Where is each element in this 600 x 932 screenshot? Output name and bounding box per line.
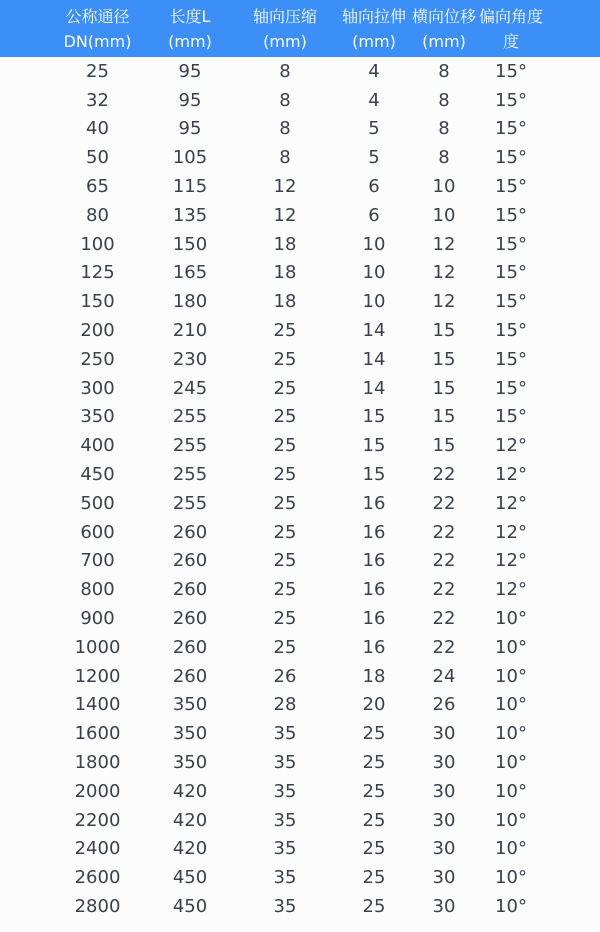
table-row xyxy=(0,806,600,835)
cell: 420 xyxy=(172,780,208,802)
cell: 15° xyxy=(495,89,527,111)
cell: 5 xyxy=(368,118,380,140)
cell: 15 xyxy=(432,435,456,457)
table-row xyxy=(0,374,600,403)
cell: 35 xyxy=(273,896,297,917)
table-row xyxy=(0,345,600,374)
cell: 450 xyxy=(172,867,208,889)
cell: 22 xyxy=(432,608,456,630)
cell: 450 xyxy=(80,464,115,486)
cell: 26 xyxy=(273,665,297,687)
cell: 14 xyxy=(362,320,386,342)
cell: 12 xyxy=(432,233,456,255)
cell: 420 xyxy=(172,809,208,831)
column-header-unit: (mm) xyxy=(422,31,466,51)
cell: 22 xyxy=(432,521,456,543)
cell: 25 xyxy=(362,838,386,860)
column-header-unit: 度 xyxy=(502,31,519,51)
cell: 800 xyxy=(80,579,115,601)
cell: 22 xyxy=(432,492,456,514)
column-header-title: 轴向压缩 xyxy=(252,6,317,26)
table-row xyxy=(0,316,600,345)
cell: 700 xyxy=(80,550,115,572)
cell: 10 xyxy=(362,291,386,313)
cell: 500 xyxy=(80,492,115,514)
cell: 245 xyxy=(172,377,208,399)
cell: 400 xyxy=(80,435,115,457)
cell: 260 xyxy=(172,550,208,572)
cell: 12 xyxy=(273,176,297,198)
cell: 10° xyxy=(495,723,527,745)
cell: 25 xyxy=(273,521,297,543)
cell: 15° xyxy=(495,406,527,428)
cell: 1600 xyxy=(74,723,121,745)
cell: 30 xyxy=(432,896,456,917)
cell: 150 xyxy=(80,291,115,313)
cell: 12° xyxy=(495,464,527,486)
cell: 14 xyxy=(362,348,386,370)
cell: 255 xyxy=(172,406,208,428)
table-row xyxy=(0,287,600,316)
table-row xyxy=(0,143,600,172)
cell: 50 xyxy=(86,147,109,169)
table-row xyxy=(0,892,600,921)
cell: 15° xyxy=(495,348,527,370)
table-row xyxy=(0,172,600,201)
cell: 16 xyxy=(362,636,386,658)
cell: 260 xyxy=(172,608,208,630)
cell: 12° xyxy=(495,550,527,572)
cell: 10° xyxy=(495,780,527,802)
cell: 10° xyxy=(495,665,527,687)
cell: 15° xyxy=(495,147,527,169)
cell: 30 xyxy=(432,780,456,802)
column-header xyxy=(150,0,230,57)
table-header-row xyxy=(0,0,600,57)
cell: 1400 xyxy=(74,694,121,716)
cell: 15 xyxy=(362,406,386,428)
cell: 15° xyxy=(495,176,527,198)
table-row xyxy=(0,518,600,547)
table-row xyxy=(0,201,600,230)
cell: 25 xyxy=(273,464,297,486)
cell: 6 xyxy=(368,176,380,198)
cell: 8 xyxy=(279,60,291,82)
cell: 25 xyxy=(362,723,386,745)
cell: 20 xyxy=(362,694,386,716)
cell: 25 xyxy=(273,550,297,572)
table-row xyxy=(0,777,600,806)
column-header-title: 偏向角度 xyxy=(479,6,544,26)
cell: 15° xyxy=(495,320,527,342)
cell: 15 xyxy=(432,377,456,399)
cell: 900 xyxy=(80,608,115,630)
table-body xyxy=(0,57,600,921)
cell: 200 xyxy=(80,320,115,342)
cell: 12° xyxy=(495,521,527,543)
cell: 16 xyxy=(362,579,386,601)
cell: 18 xyxy=(273,262,297,284)
cell: 14 xyxy=(362,377,386,399)
cell: 105 xyxy=(172,147,208,169)
cell: 150 xyxy=(172,233,208,255)
cell: 15 xyxy=(432,348,456,370)
column-header xyxy=(480,0,542,57)
cell: 135 xyxy=(172,204,208,226)
cell: 16 xyxy=(362,492,386,514)
cell: 450 xyxy=(172,896,208,917)
cell: 18 xyxy=(362,665,386,687)
cell: 10° xyxy=(495,896,527,917)
cell: 32 xyxy=(86,89,109,111)
cell: 260 xyxy=(172,521,208,543)
cell: 15 xyxy=(362,435,386,457)
cell: 255 xyxy=(172,435,208,457)
cell: 15° xyxy=(495,204,527,226)
cell: 6 xyxy=(368,204,380,226)
cell: 16 xyxy=(362,608,386,630)
table-row xyxy=(0,863,600,892)
column-header-unit: (mm) xyxy=(352,31,396,51)
table-row xyxy=(0,748,600,777)
table-row xyxy=(0,633,600,662)
cell: 25 xyxy=(86,60,109,82)
cell: 25 xyxy=(362,780,386,802)
cell: 30 xyxy=(432,752,456,774)
cell: 8 xyxy=(279,89,291,111)
cell: 230 xyxy=(172,348,208,370)
cell: 30 xyxy=(432,867,456,889)
cell: 10° xyxy=(495,636,527,658)
cell: 1800 xyxy=(74,752,121,774)
cell: 10 xyxy=(432,204,456,226)
cell: 260 xyxy=(172,665,208,687)
table-row xyxy=(0,575,600,604)
column-header-title: 轴向拉伸 xyxy=(341,6,406,26)
cell: 25 xyxy=(362,752,386,774)
column-header-title: 长度L xyxy=(169,6,211,26)
table-row xyxy=(0,604,600,633)
cell: 25 xyxy=(273,492,297,514)
cell: 35 xyxy=(273,867,297,889)
cell: 8 xyxy=(438,147,450,169)
cell: 2800 xyxy=(74,896,121,917)
cell: 2600 xyxy=(74,867,121,889)
cell: 2400 xyxy=(74,838,121,860)
cell: 25 xyxy=(273,636,297,658)
cell: 25 xyxy=(273,377,297,399)
column-header-unit: (mm) xyxy=(168,31,212,51)
cell: 25 xyxy=(273,579,297,601)
cell: 115 xyxy=(172,176,208,198)
cell: 35 xyxy=(273,838,297,860)
cell: 10 xyxy=(432,176,456,198)
cell: 95 xyxy=(178,89,202,111)
cell: 22 xyxy=(432,636,456,658)
table-row xyxy=(0,403,600,432)
cell: 4 xyxy=(368,60,380,82)
cell: 600 xyxy=(80,521,115,543)
cell: 15° xyxy=(495,377,527,399)
cell: 15 xyxy=(432,320,456,342)
cell: 2000 xyxy=(74,780,121,802)
table-header xyxy=(0,0,600,57)
column-header xyxy=(340,0,408,57)
table-row xyxy=(0,86,600,115)
cell: 10° xyxy=(495,608,527,630)
cell: 30 xyxy=(432,809,456,831)
cell: 250 xyxy=(80,348,115,370)
cell: 15° xyxy=(495,262,527,284)
cell: 65 xyxy=(86,176,109,198)
cell: 25 xyxy=(273,435,297,457)
cell: 8 xyxy=(438,60,450,82)
cell: 255 xyxy=(172,492,208,514)
cell: 10 xyxy=(362,233,386,255)
cell: 4 xyxy=(368,89,380,111)
cell: 12 xyxy=(273,204,297,226)
table-row xyxy=(0,719,600,748)
cell: 18 xyxy=(273,291,297,313)
column-header-unit: (mm) xyxy=(263,31,307,51)
cell: 25 xyxy=(273,608,297,630)
cell: 10° xyxy=(495,809,527,831)
cell: 125 xyxy=(80,262,115,284)
cell: 80 xyxy=(86,204,109,226)
cell: 95 xyxy=(178,118,202,140)
cell: 30 xyxy=(432,723,456,745)
column-header-unit: DN(mm) xyxy=(63,31,132,51)
table-row xyxy=(0,489,600,518)
cell: 350 xyxy=(80,406,115,428)
table-row xyxy=(0,835,600,864)
cell: 300 xyxy=(80,377,115,399)
cell: 22 xyxy=(432,579,456,601)
cell: 1200 xyxy=(74,665,121,687)
cell: 18 xyxy=(273,233,297,255)
cell: 350 xyxy=(172,694,208,716)
cell: 8 xyxy=(279,118,291,140)
table-row xyxy=(0,460,600,489)
cell: 12° xyxy=(495,435,527,457)
cell: 35 xyxy=(273,809,297,831)
cell: 15 xyxy=(432,406,456,428)
cell: 260 xyxy=(172,579,208,601)
cell: 10° xyxy=(495,694,527,716)
cell: 25 xyxy=(273,320,297,342)
cell: 165 xyxy=(172,262,208,284)
cell: 35 xyxy=(273,780,297,802)
cell: 30 xyxy=(432,838,456,860)
column-header xyxy=(45,0,150,57)
table-row xyxy=(0,431,600,460)
cell: 8 xyxy=(438,118,450,140)
cell: 12° xyxy=(495,579,527,601)
column-header-title: 公称通径 xyxy=(65,6,130,26)
cell: 2200 xyxy=(74,809,121,831)
cell: 25 xyxy=(362,896,386,917)
cell: 8 xyxy=(438,89,450,111)
cell: 22 xyxy=(432,464,456,486)
table-row xyxy=(0,691,600,720)
cell: 350 xyxy=(172,723,208,745)
cell: 180 xyxy=(172,291,208,313)
table-row xyxy=(0,230,600,259)
cell: 10° xyxy=(495,838,527,860)
cell: 15° xyxy=(495,118,527,140)
cell: 24 xyxy=(432,665,456,687)
cell: 16 xyxy=(362,550,386,572)
cell: 8 xyxy=(279,147,291,169)
cell: 35 xyxy=(273,723,297,745)
cell: 15° xyxy=(495,291,527,313)
cell: 255 xyxy=(172,464,208,486)
cell: 12 xyxy=(432,262,456,284)
cell: 100 xyxy=(80,233,115,255)
cell: 25 xyxy=(273,348,297,370)
cell: 25 xyxy=(362,867,386,889)
cell: 35 xyxy=(273,752,297,774)
cell: 25 xyxy=(362,809,386,831)
column-header-title: 横向位移 xyxy=(411,6,476,26)
cell: 15° xyxy=(495,233,527,255)
table-row xyxy=(0,547,600,576)
cell: 210 xyxy=(172,320,208,342)
cell: 16 xyxy=(362,521,386,543)
table-row xyxy=(0,115,600,144)
column-header xyxy=(230,0,340,57)
cell: 25 xyxy=(273,406,297,428)
table-row xyxy=(0,662,600,691)
table-row xyxy=(0,57,600,86)
cell: 26 xyxy=(432,694,456,716)
cell: 95 xyxy=(178,60,202,82)
cell: 15° xyxy=(495,60,527,82)
cell: 5 xyxy=(368,147,380,169)
cell: 420 xyxy=(172,838,208,860)
table-row xyxy=(0,259,600,288)
cell: 40 xyxy=(86,118,109,140)
cell: 15 xyxy=(362,464,386,486)
cell: 10 xyxy=(362,262,386,284)
cell: 350 xyxy=(172,752,208,774)
cell: 22 xyxy=(432,550,456,572)
cell: 12 xyxy=(432,291,456,313)
cell: 10° xyxy=(495,752,527,774)
cell: 260 xyxy=(172,636,208,658)
cell: 1000 xyxy=(74,636,121,658)
cell: 12° xyxy=(495,492,527,514)
cell: 10° xyxy=(495,867,527,889)
column-header xyxy=(408,0,480,57)
cell: 28 xyxy=(273,694,297,716)
